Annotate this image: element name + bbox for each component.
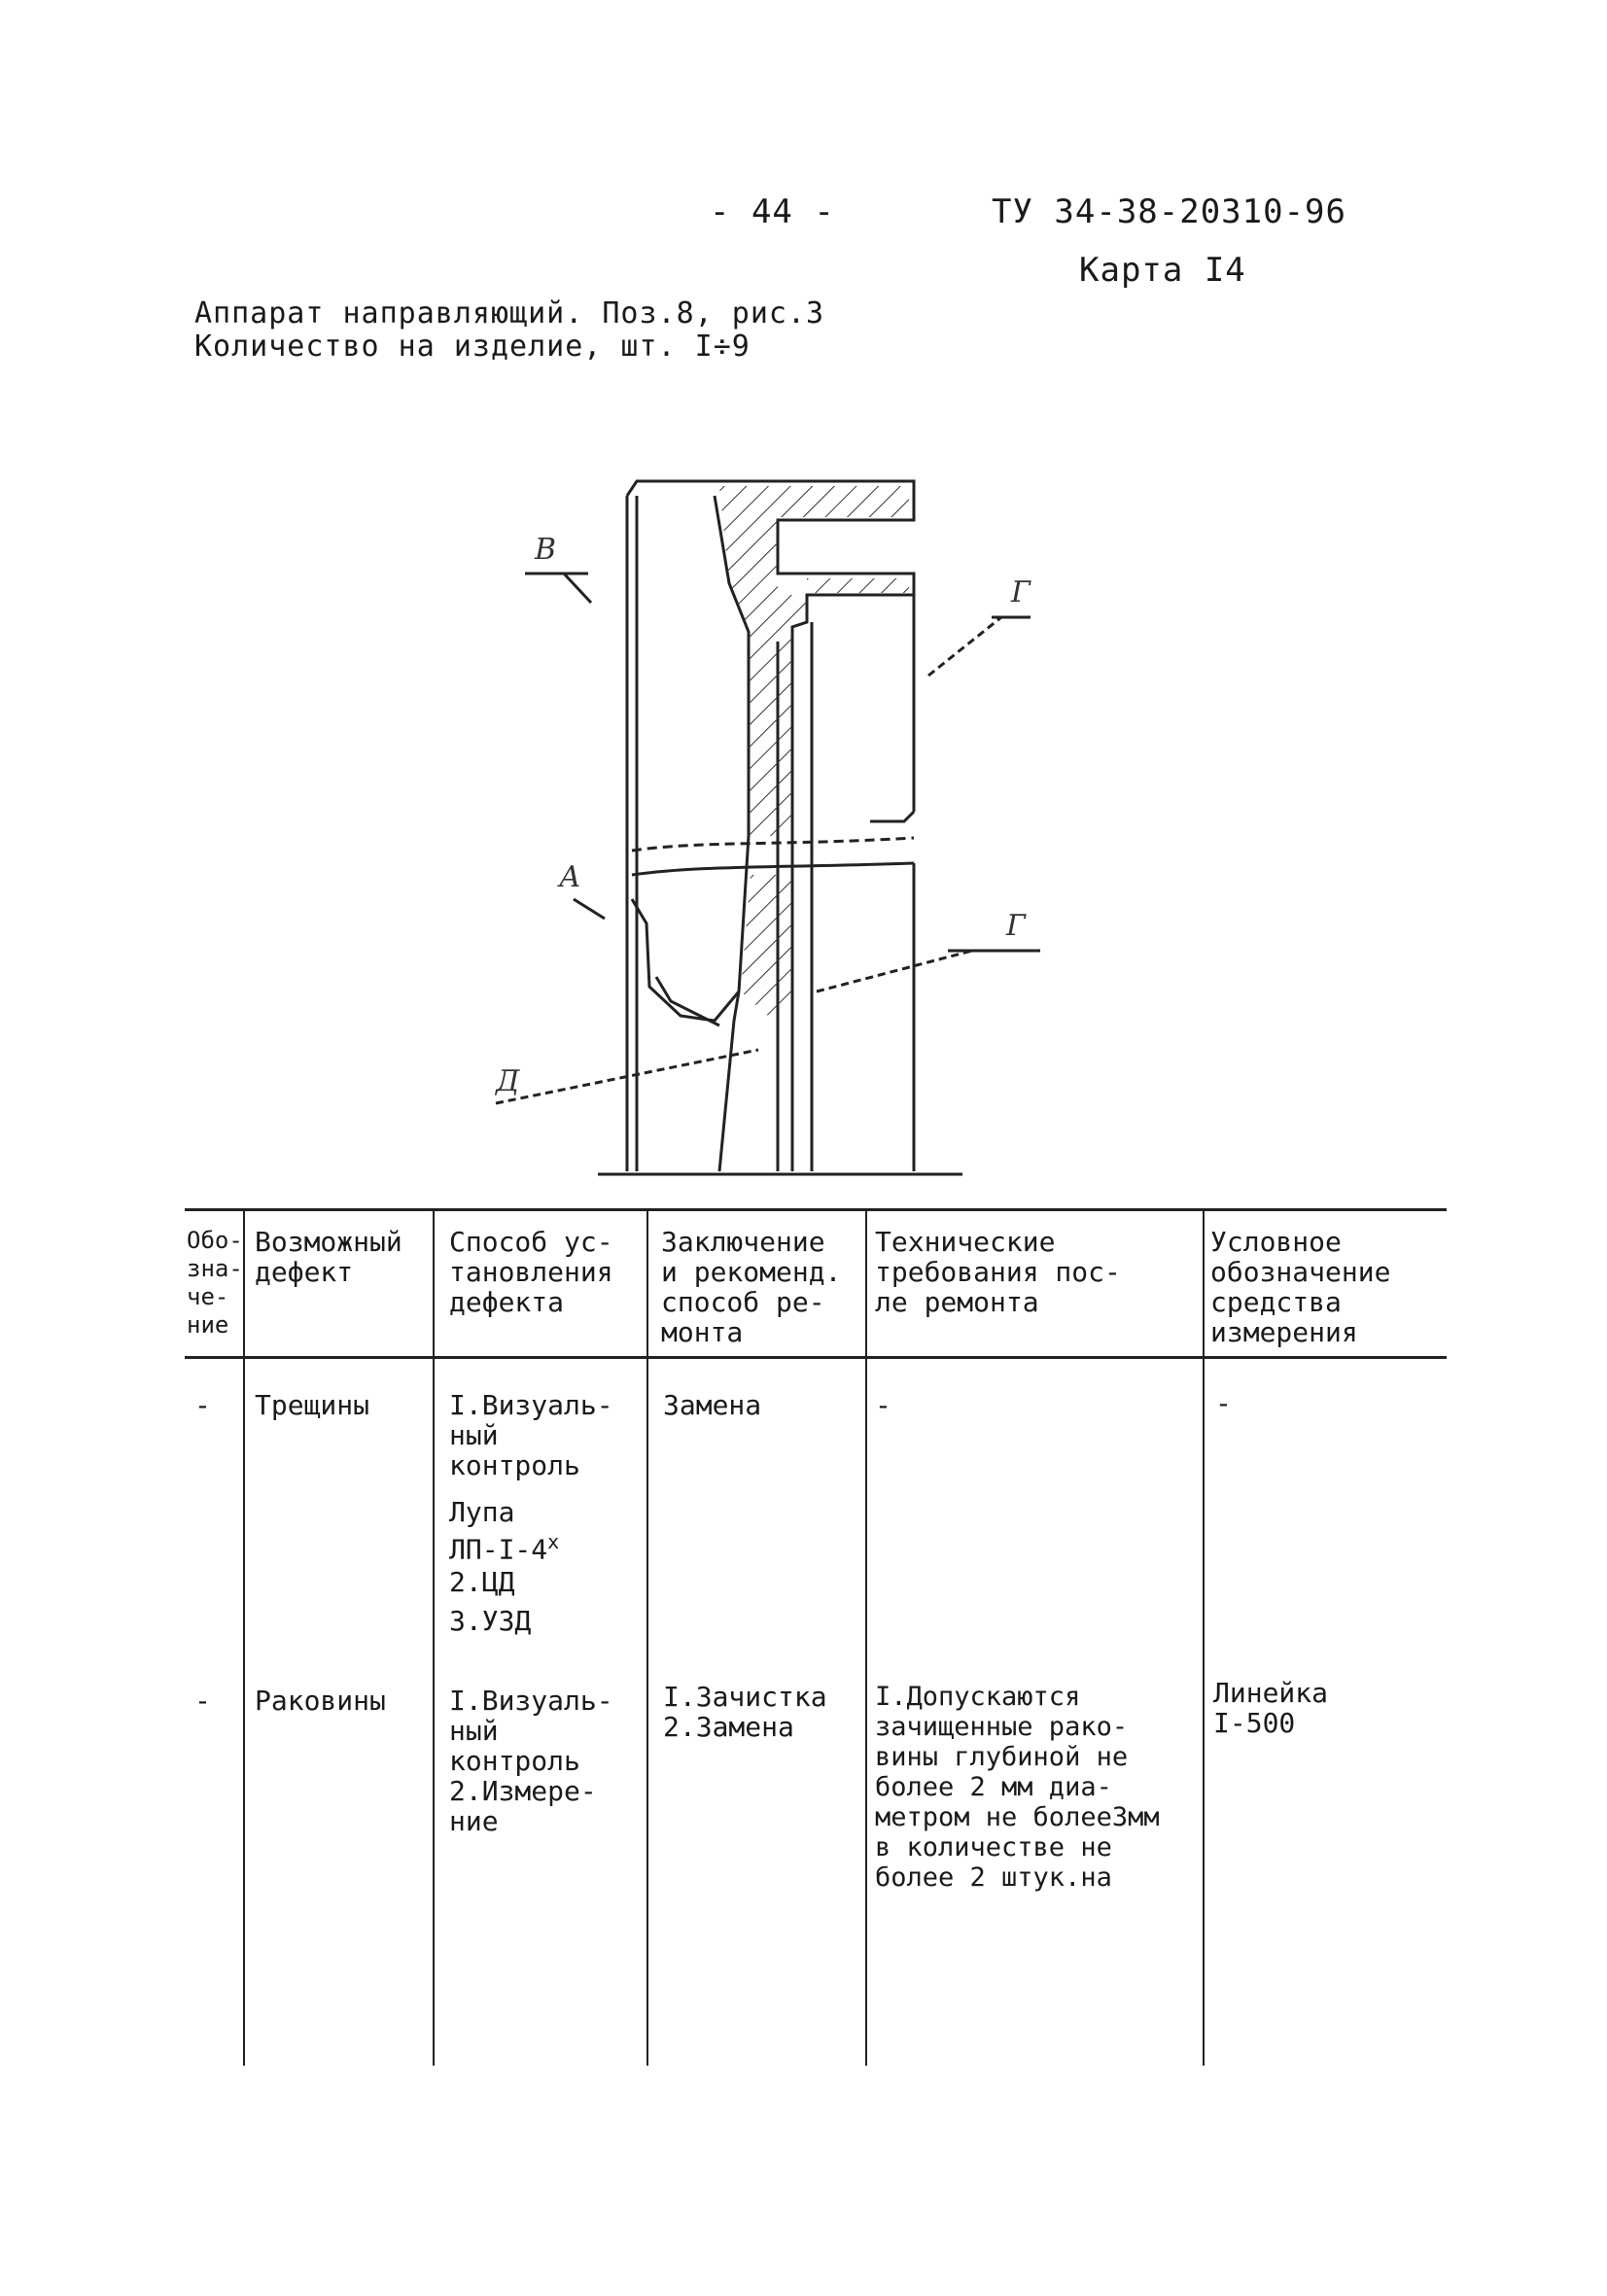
col-divider-4 xyxy=(865,1210,867,2066)
col-divider-1 xyxy=(243,1210,245,2066)
drawing-label-d: Д xyxy=(496,1064,520,1098)
row1-designation: - xyxy=(194,1389,211,1421)
card-number: Карта I4 xyxy=(1079,251,1246,290)
quantity-line: Количество на изделие, шт. I÷9 xyxy=(194,330,751,364)
page-number: - 44 - xyxy=(710,192,835,231)
row2-method: I.Визуаль- ный контроль 2.Измере- ние xyxy=(449,1685,613,1837)
col-header-requirements: Технические требования пос- ле ремонта xyxy=(875,1226,1121,1318)
row1-method-lupa-text: Лупа ЛП-I-4 xyxy=(449,1496,548,1566)
row1-requirements: - xyxy=(875,1389,891,1421)
drawing-label-v: В xyxy=(535,533,557,567)
part-title: Аппарат направляющий. Поз.8, рис.3 xyxy=(194,296,825,330)
col-header-designation: Обо- зна- че- ние xyxy=(187,1227,243,1339)
row2-instrument: Линейка I-500 xyxy=(1213,1677,1329,1739)
col-header-instrument: Условное обозначение средства измерения xyxy=(1210,1226,1391,1348)
row1-method-lupa-sup: x xyxy=(547,1530,560,1553)
row2-conclusion: I.Зачистка 2.Замена xyxy=(663,1681,827,1743)
drawing-label-g-top: Г xyxy=(1011,575,1031,609)
row2-defect: Раковины xyxy=(255,1685,386,1717)
row2-requirements: I.Допускаются зачищенные рако- вины глубиной не более 2 мм диа- метром не более3мм в количестве не более 2 штук.на xyxy=(875,1682,1160,1893)
row1-method-1: I.Визуаль- ный контроль xyxy=(449,1389,613,1481)
row1-method-lupa xyxy=(449,1497,644,1564)
table-header-rule xyxy=(185,1356,1447,1359)
drawing-label-a: А xyxy=(559,860,581,894)
col-divider-5 xyxy=(1203,1210,1205,2066)
row1-conclusion: Замена xyxy=(663,1389,762,1421)
col-header-defect: Возможный дефект xyxy=(255,1226,402,1288)
row1-instrument: - xyxy=(1215,1387,1232,1419)
col-divider-3 xyxy=(646,1210,648,2066)
table-top-rule xyxy=(185,1208,1447,1211)
col-header-method: Способ ус- тановления дефекта xyxy=(449,1226,613,1318)
document-code: ТУ 34-38-20310-96 xyxy=(992,192,1346,231)
row1-method-3: 3.УЗД xyxy=(449,1605,532,1637)
row2-designation: - xyxy=(194,1685,211,1717)
drawing-label-g-mid: Г xyxy=(1006,909,1026,943)
row1-defect: Трещины xyxy=(255,1389,370,1421)
col-divider-2 xyxy=(433,1210,435,2066)
col-header-conclusion: Заключение и рекоменд. способ ре- монта xyxy=(661,1226,842,1348)
row1-method-2: 2.ЦД xyxy=(449,1566,515,1598)
